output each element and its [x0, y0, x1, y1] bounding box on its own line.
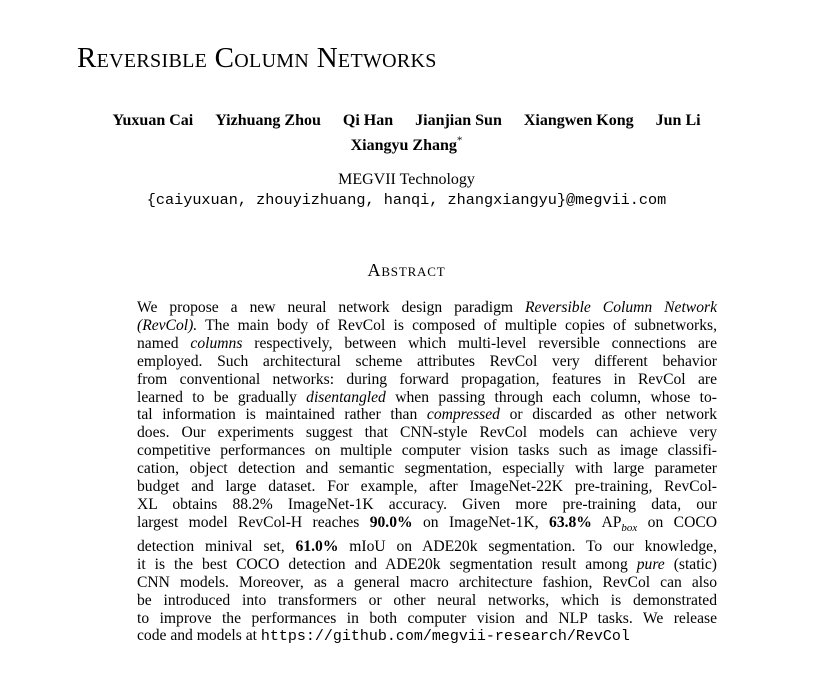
abstract-text: cation, object detection and semantic segmentation, especially with large parameter: [137, 460, 717, 478]
abstract-text: detection minival set,: [137, 537, 296, 555]
abstract-heading: Abstract: [367, 260, 446, 280]
abstract-line: [137, 514, 717, 538]
abstract-text: 90.0%: [369, 513, 413, 531]
repo-link[interactable]: https://github.com/megvii-research/RevCol: [260, 628, 630, 646]
abstract-text: (static): [664, 555, 717, 573]
author-name: Yizhuang Zhou: [215, 112, 321, 129]
abstract-text: AP: [591, 513, 622, 531]
abstract-text: on ImageNet-1K,: [412, 513, 550, 531]
abstract-text: XL obtains 88.2% ImageNet-1K accuracy. Given more pre-training data, our: [137, 495, 717, 513]
abstract-text: mIoU on ADE20k segmentation. To our knowledge,: [338, 537, 717, 555]
abstract-text: be introduced into transformers or other neural networks, which is demonstrated: [137, 591, 717, 609]
abstract-text: pure: [636, 555, 665, 573]
abstract-line: [137, 627, 717, 646]
abstract-text: or discarded as other network: [499, 406, 717, 424]
author-list: [0, 111, 813, 156]
abstract-line: [137, 389, 717, 407]
abstract-text: CNN models. Moreover, as a general macro architecture fashion, RevCol can also: [137, 573, 717, 591]
paper-title: Reversible Column Networks: [77, 42, 437, 74]
abstract-line: [137, 496, 717, 514]
abstract-line: [137, 574, 717, 592]
abstract-line: [137, 538, 717, 556]
abstract-text: 61.0%: [295, 537, 339, 555]
author-emails: {caiyuxuan, zhouyizhuang, hanqi, zhangxiangyu}@megvii.com: [146, 191, 667, 209]
abstract-text: compressed: [426, 406, 500, 424]
author-name: Xiangyu Zhang: [350, 137, 457, 155]
abstract-text: respectively, between which multi-level reversible connections are: [242, 334, 718, 352]
abstract-line: [137, 299, 717, 317]
author-row-2: [0, 131, 813, 156]
abstract-text: The main body of RevCol is composed of multiple copies of subnetworks,: [197, 316, 717, 334]
abstract-line: [137, 460, 717, 478]
abstract-text: on COCO: [637, 513, 717, 531]
abstract-text: learned to be gradually: [137, 388, 307, 406]
abstract-line: [137, 317, 717, 335]
abstract-line: [137, 406, 717, 424]
abstract-text: does. Our experiments suggest that CNN-style RevCol models can achieve very: [137, 424, 717, 442]
abstract-text: disentangled: [306, 388, 386, 406]
abstract-text: budget and large dataset. For example, after ImageNet-22K pre-training, RevCol-: [137, 478, 717, 496]
abstract-text: named: [137, 334, 191, 352]
affiliation: MEGVII Technology: [338, 171, 475, 188]
abstract-line: [137, 335, 717, 353]
abstract-text: code and models at: [137, 627, 261, 645]
abstract-line: [137, 442, 717, 460]
author-name: Yuxuan Cai: [112, 112, 194, 129]
abstract-line: [137, 556, 717, 574]
abstract-text: We propose a new neural network design paradigm: [137, 299, 526, 316]
abstract-text: Reversible Column Network: [525, 299, 717, 316]
abstract-text: from conventional networks: during forward propagation, features in RevCol are: [137, 370, 717, 388]
abstract-text: tal information is maintained rather than: [137, 406, 427, 424]
abstract-line: [137, 353, 717, 371]
author-name: Qi Han: [342, 112, 394, 129]
abstract-text: to improve the performances in both computer vision and NLP tasks. We release: [137, 609, 717, 627]
corresponding-mark: *: [456, 135, 463, 147]
abstract-text: largest model RevCol-H reaches: [137, 513, 370, 531]
abstract-line: [137, 610, 717, 628]
abstract-line: [137, 424, 717, 442]
author-name: Jianjian Sun: [415, 112, 502, 129]
abstract-text: employed. Such architectural scheme attributes RevCol very different behavior: [137, 352, 717, 370]
affiliation-block: [0, 170, 813, 210]
author-row-1: [0, 111, 813, 131]
abstract-text: 63.8%: [549, 513, 592, 531]
abstract-text: it is the best COCO detection and ADE20k segmentation result among: [137, 555, 637, 573]
abstract-text: competitive performances on multiple computer vision tasks such as image classifi-: [137, 442, 717, 460]
author-name: Jun Li: [655, 112, 701, 129]
abstract-text: columns: [190, 334, 243, 352]
author-name: Xiangwen Kong: [523, 112, 634, 129]
abstract-line: [137, 478, 717, 496]
abstract-text: box: [621, 521, 638, 534]
abstract-line: [137, 371, 717, 389]
abstract-text: when passing through each column, whose to-: [385, 388, 717, 406]
abstract-body: [137, 299, 717, 646]
author-name-corresponding: [351, 137, 463, 154]
abstract-line: [137, 592, 717, 610]
abstract-text: (RevCol).: [137, 316, 198, 334]
